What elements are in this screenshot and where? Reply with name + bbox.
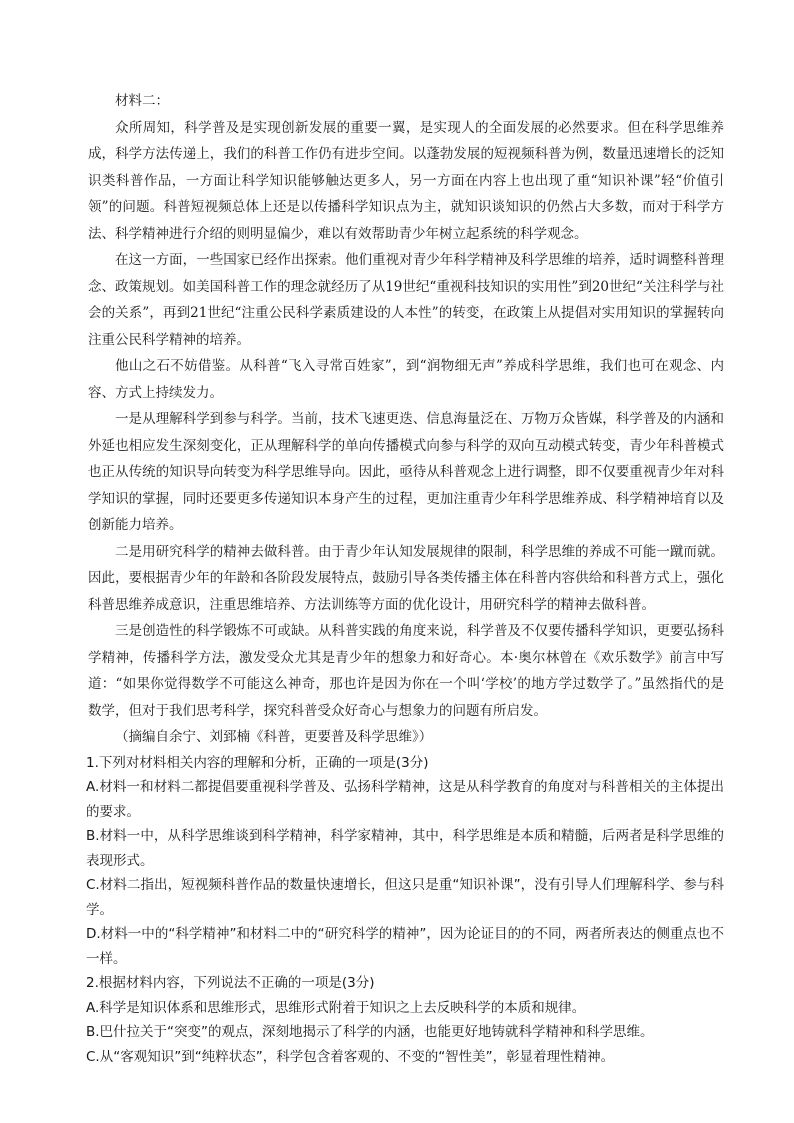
- passage-paragraph-1: 众所周知，科学普及是实现创新发展的重要一翼，是实现人的全面发展的必然要求。但在科学思维养成，科学方法传递上，我们的科普工作仍有进步空间。以蓬勃发展的短视频科普为例，数量迅速增长的泛知识类科普作品，一方面让科学知识能够触达更多人，另一方面在内容上也出现了重“知识补课”轻“价值引领”的问题。科普短视频总体上还是以传播科学知识点为主，就知识谈知识的仍然占大多数，而对于科学方法、科学精神进行介绍的则明显偏少，难以有效帮助青少年树立起系统的科学观念。: [88, 119, 724, 242]
- passage-paragraph-4: 一是从理解科学到参与科学。当前，技术飞速更迭、信息海量泛在、万物万众皆媒，科学普及的内涵和外延也相应发生深刻变化，正从理解科学的单向传播模式向参与科学的双向互动模式转变，青少年科普模式也正从传统的知识导向转变为科学思维导向。因此，亟待从科普观念上进行调整，即不仅要重视青少年对科学知识的掌握，同时还要更多传递知识本身产生的过程，更加注重青少年科学思维养成、科学精神培育以及创新能力培养。: [88, 411, 724, 533]
- question-1-option-d: D.材料一中的“科学精神”和材料二中的“研究科学的精神”，因为论证目的的不同，两者所表达的侧重点也不一样。: [86, 926, 724, 967]
- question-1-stem: 1.下列对材料相关内容的理解和分析，正确的一项是(3分): [86, 754, 429, 771]
- question-2-stem: 2.根据材料内容，下列说法不正确的一项是(3分): [86, 975, 375, 991]
- passage-paragraph-6: 三是创造性的科学锻炼不可或缺。从科普实践的角度来说，科学普及不仅要传播科学知识，更要弘扬科学精神，传播科学方法，激发受众尤其是青少年的想象力和好奇心。本·奥尔林曾在《欢乐数学》前言中写道：“如果你觉得数学不可能这么神奇，那也许是因为你在一个叫‘学校’的地方学过数学了。”虽然指代的是数学，但对于我们思考科学，探究科普受众好奇心与想象力的问题有所启发。: [88, 623, 724, 719]
- reading-passage: [88, 88, 724, 751]
- question-section: [86, 751, 724, 1070]
- question-1-option-c: C.材料二指出，短视频科普作品的数量快速增长，但这只是重“知识补课”，没有引导人们理解科学、参与科学。: [86, 877, 724, 918]
- passage-paragraph-5: 二是用研究科学的精神去做科普。由于青少年认知发展规律的限制，科学思维的养成不可能一蹴而就。因此，要根据青少年的年龄和各阶段发展特点，鼓励引导各类传播主体在科普内容供给和科普方式上，强化科普思维养成意识，注重思维培养、方法训练等方面的优化设计，用研究科学的精神去做科普。: [88, 543, 724, 613]
- passage-source: （摘编自余宁、刘郅楠《科普，更要普及科学思维》）: [115, 729, 433, 745]
- question-2-option-a: A.科学是知识体系和思维形式，思维形式附着于知识之上去反映科学的本质和规律。: [86, 999, 586, 1016]
- passage-paragraph-3: 他山之石不妨借鉴。从科普“飞入寻常百姓家”，到“润物细无声”养成科学思维，我们也可在观念、内容、方式上持续发力。: [88, 358, 724, 401]
- question-2-option-b: B.巴什拉关于“突变”的观点，深刻地揭示了科学的内涵，也能更好地铸就科学精神和科学思维。: [86, 1024, 654, 1040]
- passage-paragraph-2: 在这一方面，一些国家已经作出探索。他们重视对青少年科学精神及科学思维的培养，适时调整科普理念、政策规划。如美国科普工作的理念就经历了从19世纪“重视科技知识的实用性”到20世纪“关注科学与社会的关系”，再到21世纪“注重公民科学素质建设的人本性”的转变，在政策上从提倡对实用知识的掌握转向注重公民科学精神的培养。: [88, 252, 724, 348]
- passage-heading: 材料二：: [115, 93, 169, 109]
- question-1-option-b: B.材料一中，从科学思维谈到科学精神，科学家精神，其中，科学思维是本质和精髓，后两者是科学思维的表现形式。: [86, 828, 724, 869]
- question-2-option-c: C.从“客观知识”到“纯粹状态”，科学包含着客观的、不变的“智性美”，彰显着理性精神。: [86, 1048, 615, 1065]
- question-1-option-a: A.材料一和材料二都提倡要重视科学普及、弘扬科学精神，这是从科学教育的角度对与科普相关的主体提出的要求。: [86, 779, 724, 820]
